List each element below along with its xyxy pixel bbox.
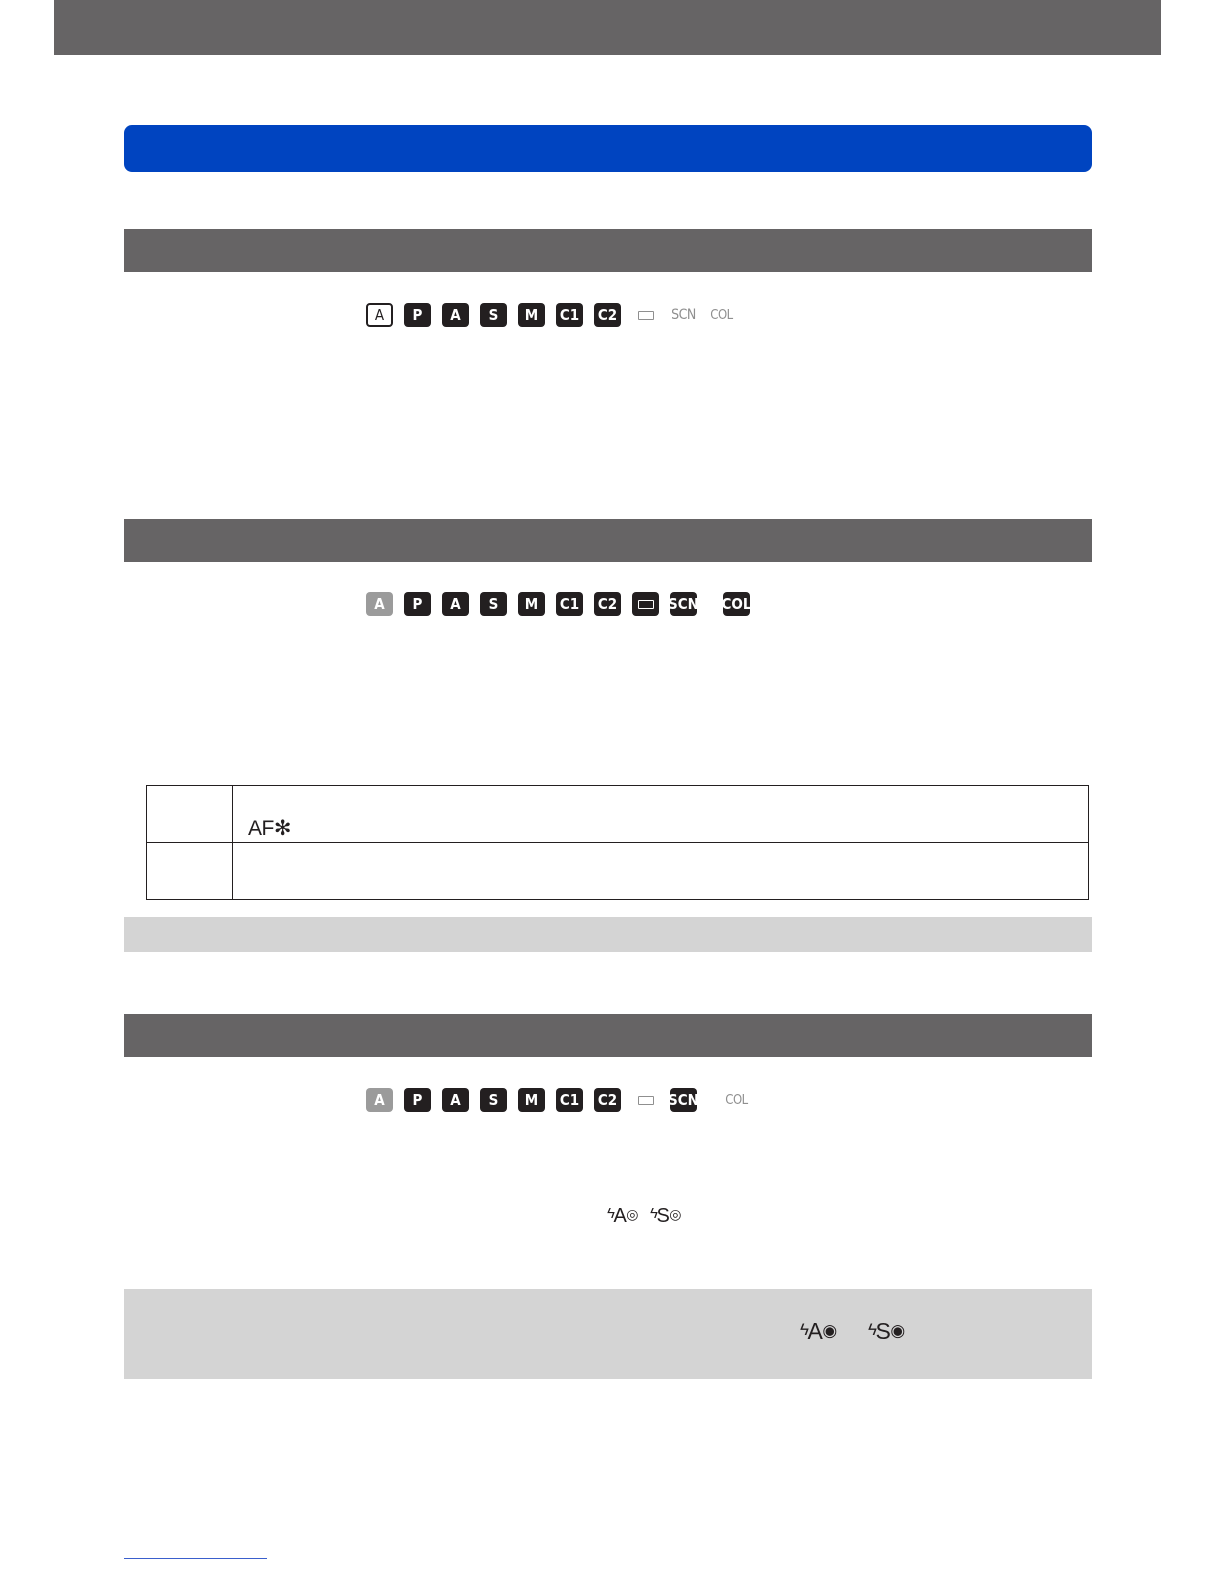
slow-sync-red-eye-flash-icon: ϟS◉: [868, 1318, 905, 1344]
page-header-bar: [54, 0, 1161, 55]
table-cell-description: [233, 786, 1089, 843]
settings-table: [146, 785, 1089, 900]
table-cell-setting: [147, 843, 233, 900]
creative-control-mode-icon: COL: [725, 1092, 748, 1108]
aperture-priority-mode-icon: A: [442, 303, 469, 327]
program-ae-mode-icon: P: [404, 303, 431, 327]
custom2-mode-icon: C2: [594, 303, 621, 327]
shutter-priority-mode-icon: S: [480, 1088, 507, 1112]
panorama-mode-icon: [632, 303, 659, 327]
section-header-1: [124, 229, 1092, 272]
program-ae-mode-icon: P: [404, 592, 431, 616]
custom2-mode-icon: C2: [594, 1088, 621, 1112]
shutter-priority-mode-icon: S: [480, 592, 507, 616]
manual-exposure-mode-icon: M: [518, 303, 545, 327]
shutter-priority-mode-icon: S: [480, 303, 507, 327]
auto-red-eye-flash-icon: $^ϟ$A◎: [607, 1205, 639, 1227]
custom1-mode-icon: C1: [556, 592, 583, 616]
note-box-2: [124, 1289, 1092, 1379]
scene-mode-icon: SCN: [670, 592, 697, 616]
manual-exposure-mode-icon: M: [518, 1088, 545, 1112]
panorama-mode-icon: [632, 592, 659, 616]
chapter-title-bar: [124, 125, 1092, 172]
panorama-mode-icon: [632, 1088, 659, 1112]
aperture-priority-mode-icon: A: [442, 1088, 469, 1112]
program-ae-mode-icon: P: [404, 1088, 431, 1112]
section-header-2: [124, 519, 1092, 562]
footer-link-underline: [124, 1558, 267, 1559]
scene-mode-icon: SCN: [670, 1088, 697, 1112]
table-cell-description: [233, 843, 1089, 900]
table-row: [147, 843, 1089, 900]
slow-sync-red-eye-flash-icon: $^ϟ$S◎: [650, 1205, 682, 1227]
af-assist-lamp-icon: AF✻: [248, 817, 291, 840]
creative-control-mode-icon: COL: [710, 307, 733, 323]
custom1-mode-icon: C1: [556, 1088, 583, 1112]
table-cell-setting: [147, 786, 233, 843]
section-header-3: [124, 1014, 1092, 1057]
note-box-1: [124, 917, 1092, 952]
intelligent-auto-mode-icon: A: [366, 592, 393, 616]
auto-red-eye-flash-icon: ϟA◉: [800, 1318, 837, 1344]
aperture-priority-mode-icon: A: [442, 592, 469, 616]
intelligent-auto-mode-icon: A: [366, 303, 393, 327]
intelligent-auto-mode-icon: A: [366, 1088, 393, 1112]
manual-exposure-mode-icon: M: [518, 592, 545, 616]
creative-control-mode-icon: COL: [723, 592, 750, 616]
custom2-mode-icon: C2: [594, 592, 621, 616]
custom1-mode-icon: C1: [556, 303, 583, 327]
scene-mode-icon: SCN: [671, 307, 696, 323]
